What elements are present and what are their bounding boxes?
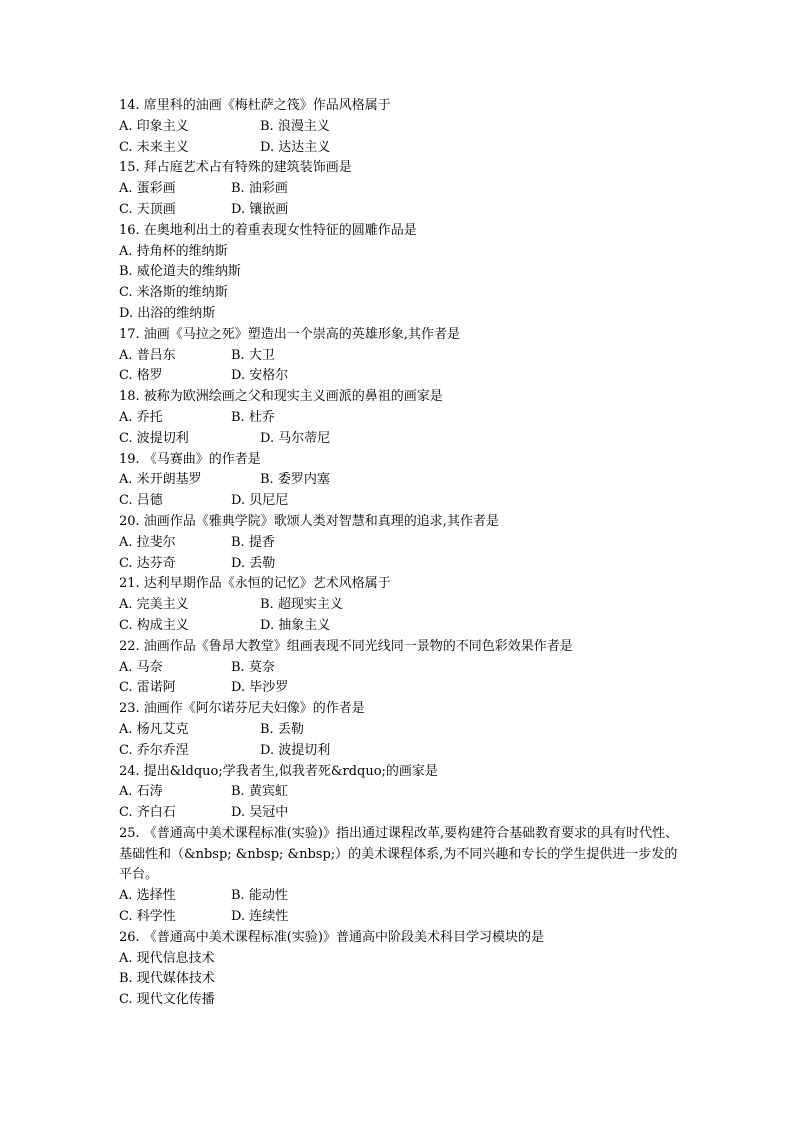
question-stem: 21. 达利早期作品《永恒的记忆》艺术风格属于 <box>119 576 391 592</box>
option: C. 格罗 <box>119 368 163 384</box>
option: B. 提香 <box>231 534 275 550</box>
option-row <box>119 969 679 990</box>
option-row <box>119 429 679 450</box>
option-row <box>119 803 679 824</box>
option: B. 大卫 <box>231 347 275 363</box>
option: C. 雷诺阿 <box>119 680 176 696</box>
option: A. 现代信息技术 <box>119 950 215 966</box>
option: A. 石涛 <box>119 784 163 800</box>
question-stem: 17. 油画《马拉之死》塑造出一个崇高的英雄形象,其作者是 <box>119 326 460 342</box>
option: A. 普吕东 <box>119 347 176 363</box>
option: C. 齐白石 <box>119 805 176 821</box>
option: C. 吕德 <box>119 493 163 509</box>
option: D. 连续性 <box>231 909 289 925</box>
option: A. 蛋彩画 <box>119 181 176 197</box>
option-row <box>119 554 679 575</box>
option-row <box>119 990 679 1011</box>
option: D. 出浴的维纳斯 <box>119 305 216 321</box>
option-row <box>119 117 679 138</box>
question-list <box>119 96 679 1011</box>
option-row <box>119 200 679 221</box>
option-row <box>119 886 679 907</box>
option-row <box>119 907 679 928</box>
option-row <box>119 533 679 554</box>
option-row <box>119 304 679 325</box>
option: B. 杜乔 <box>231 409 275 425</box>
option: B. 委罗内塞 <box>260 472 330 488</box>
option-row <box>119 366 679 387</box>
option: A. 印象主义 <box>119 118 189 134</box>
question-stem: 22. 油画作品《鲁昂大教堂》组画表现不同光线同一景物的不同色彩效果作者是 <box>119 638 573 654</box>
option: B. 威伦道夫的维纳斯 <box>119 264 241 280</box>
option-row <box>119 179 679 200</box>
option: C. 波提切利 <box>119 430 189 446</box>
question-stem: 23. 油画作《阿尔诺芬尼夫妇像》的作者是 <box>119 701 365 717</box>
option: C. 天顶画 <box>119 201 176 217</box>
option: B. 能动性 <box>231 888 288 904</box>
option: B. 莫奈 <box>231 659 275 675</box>
option: A. 选择性 <box>119 888 176 904</box>
question-stem: 25. 《普通高中美术课程标准(实验)》指出通过课程改革,要构建符合基础教育要求的具有时代性、基础性和（&nbsp; &nbsp; &nbsp;）的美术课程体系,为不同兴趣和专长的学生提供进一步发的平台。 <box>119 825 679 883</box>
question-stem: 20. 油画作品《雅典学院》歌颂人类对智慧和真理的追求,其作者是 <box>119 513 499 529</box>
option-row <box>119 720 679 741</box>
option: A. 持角杯的维纳斯 <box>119 243 228 259</box>
option: C. 米洛斯的维纳斯 <box>119 285 228 301</box>
option: C. 未来主义 <box>119 139 189 155</box>
option: B. 油彩画 <box>231 181 288 197</box>
option-row <box>119 949 679 970</box>
option: D. 达达主义 <box>260 139 331 155</box>
option-row <box>119 616 679 637</box>
option: D. 贝尼尼 <box>231 493 289 509</box>
option-row <box>119 408 679 429</box>
question-stem: 24. 提出&ldquo;学我者生,似我者死&rdquo;的画家是 <box>119 763 438 779</box>
option: D. 马尔蒂尼 <box>260 430 331 446</box>
option: A. 乔托 <box>119 409 163 425</box>
option: C. 构成主义 <box>119 617 189 633</box>
option: A. 杨凡艾克 <box>119 721 189 737</box>
option: A. 米开朗基罗 <box>119 472 202 488</box>
option: A. 马奈 <box>119 659 163 675</box>
option: D. 毕沙罗 <box>231 680 289 696</box>
option: C. 现代文化传播 <box>119 992 215 1008</box>
option: B. 黄宾虹 <box>231 784 288 800</box>
option-row <box>119 242 679 263</box>
option: D. 波提切利 <box>260 742 331 758</box>
option-row <box>119 470 679 491</box>
option-row <box>119 262 679 283</box>
option: A. 完美主义 <box>119 597 189 613</box>
option-row <box>119 138 679 159</box>
option: B. 超现实主义 <box>260 597 343 613</box>
option: D. 抽象主义 <box>260 617 331 633</box>
option: D. 吴冠中 <box>231 805 289 821</box>
option-row <box>119 782 679 803</box>
question-stem: 19. 《马赛曲》的作者是 <box>119 451 261 467</box>
option-row <box>119 678 679 699</box>
option: B. 丢勒 <box>260 721 304 737</box>
option-row <box>119 595 679 616</box>
option-row <box>119 741 679 762</box>
question-stem: 14. 席里科的油画《梅杜萨之筏》作品风格属于 <box>119 98 391 113</box>
question-stem: 16. 在奥地利出土的着重表现女性特征的圆雕作品是 <box>119 222 417 238</box>
option: D. 镶嵌画 <box>231 201 289 217</box>
option: D. 丢勒 <box>231 555 276 571</box>
option: C. 达芬奇 <box>119 555 176 571</box>
option: C. 乔尔乔涅 <box>119 742 189 758</box>
option-row <box>119 283 679 304</box>
question-stem: 26. 《普通高中美术课程标准(实验)》普通高中阶段美术科目学习模块的是 <box>119 929 544 945</box>
option-row <box>119 346 679 367</box>
option: B. 现代媒体技术 <box>119 971 215 987</box>
option: C. 科学性 <box>119 909 176 925</box>
option: B. 浪漫主义 <box>260 118 330 134</box>
option: D. 安格尔 <box>231 368 289 384</box>
option: A. 拉斐尔 <box>119 534 176 550</box>
option-row <box>119 658 679 679</box>
question-stem: 15. 拜占庭艺术占有特殊的建筑装饰画是 <box>119 160 352 176</box>
question-stem: 18. 被称为欧洲绘画之父和现实主义画派的鼻祖的画家是 <box>119 389 443 405</box>
option-row <box>119 491 679 512</box>
